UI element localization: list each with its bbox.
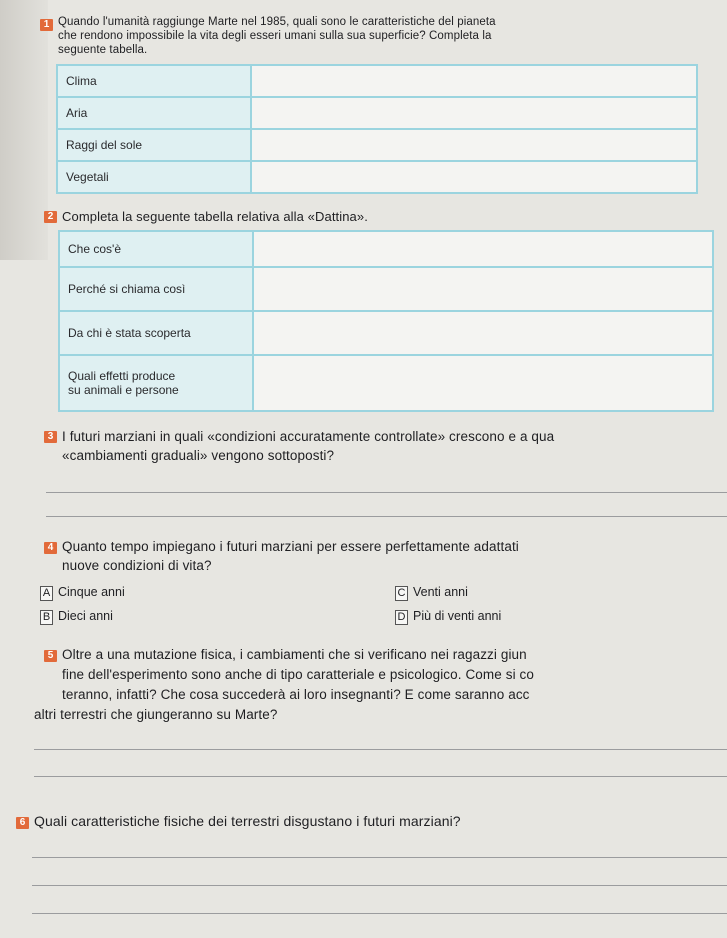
- table-row-label: [59, 355, 253, 411]
- question-2-number: 2: [44, 211, 57, 223]
- previous-page-shadow: [0, 0, 48, 260]
- option-a[interactable]: [40, 585, 125, 601]
- option-d[interactable]: [395, 609, 501, 625]
- row-label-line-1: Quali effetti produce: [68, 369, 176, 383]
- table-row-label: Da chi è stata scoperta: [59, 311, 253, 355]
- table-row-label: Perché si chiama così: [59, 267, 253, 311]
- question-2-text: Completa la seguente tabella relativa alla «Dattina».: [62, 209, 368, 224]
- option-text: Cinque anni: [58, 585, 125, 599]
- question-3-text: [62, 427, 727, 465]
- option-letter: C: [395, 586, 408, 601]
- question-6-number: 6: [16, 817, 29, 829]
- answer-cell[interactable]: [251, 161, 697, 193]
- table-row-label: Che cos'è: [59, 231, 253, 267]
- question-1-table: [56, 64, 698, 194]
- answer-line[interactable]: [34, 776, 727, 777]
- question-5-number: 5: [44, 650, 57, 662]
- question-5-line-4: altri terrestri che giungeranno su Marte?: [34, 707, 278, 722]
- answer-cell[interactable]: [253, 231, 713, 267]
- table-row-label: Vegetali: [57, 161, 251, 193]
- answer-cell[interactable]: [251, 97, 697, 129]
- answer-line[interactable]: [46, 492, 727, 493]
- option-text: Dieci anni: [58, 609, 113, 623]
- answer-line[interactable]: [32, 885, 727, 886]
- question-3-line-1: I futuri marziani in quali «condizioni accuratamente controllate» crescono e a qua: [62, 429, 555, 444]
- answer-line[interactable]: [34, 749, 727, 750]
- answer-cell[interactable]: [253, 267, 713, 311]
- option-letter: A: [40, 586, 53, 601]
- question-3-line-2: «cambiamenti graduali» vengono sottoposti?: [62, 448, 335, 463]
- question-5-line-2: fine dell'esperimento sono anche di tipo caratteriale e psicologico. Come si co: [62, 667, 534, 682]
- answer-cell[interactable]: [251, 65, 697, 97]
- question-1-line-3: seguente tabella.: [58, 44, 148, 56]
- option-b[interactable]: [40, 609, 113, 625]
- question-3-number: 3: [44, 431, 57, 443]
- answer-cell[interactable]: [253, 355, 713, 411]
- question-1-line-1: Quando l'umanità raggiunge Marte nel 1985, quali sono le caratteristiche del pianeta: [58, 16, 496, 28]
- question-2-table: [58, 230, 714, 412]
- question-5-text: [62, 645, 727, 705]
- table-row-label: Clima: [57, 65, 251, 97]
- question-5-line-3: teranno, infatti? Che cosa succederà ai loro insegnanti? E come saranno acc: [62, 687, 530, 702]
- question-5-line-1: Oltre a una mutazione fisica, i cambiamenti che si verificano nei ragazzi giun: [62, 647, 527, 662]
- answer-cell[interactable]: [253, 311, 713, 355]
- row-label-line-2: su animali e persone: [68, 383, 179, 397]
- option-c[interactable]: [395, 585, 468, 601]
- question-4-line-2: nuove condizioni di vita?: [62, 558, 212, 573]
- question-1-line-2: che rendono impossibile la vita degli esseri umani sulla sua superficie? Completa la: [58, 30, 492, 42]
- question-4-number: 4: [44, 542, 57, 554]
- option-text: Più di venti anni: [413, 609, 502, 623]
- option-text: Venti anni: [413, 585, 468, 599]
- table-row-label: Raggi del sole: [57, 129, 251, 161]
- question-4-line-1: Quanto tempo impiegano i futuri marziani per essere perfettamente adattati: [62, 539, 519, 554]
- answer-line[interactable]: [32, 913, 727, 914]
- question-6-text: Quali caratteristiche fisiche dei terrestri disgustano i futuri marziani?: [34, 813, 461, 829]
- answer-line[interactable]: [32, 857, 727, 858]
- question-4-text: [62, 537, 727, 575]
- question-1-text: [58, 15, 723, 57]
- option-letter: D: [395, 610, 408, 625]
- table-row-label: Aria: [57, 97, 251, 129]
- answer-line[interactable]: [46, 516, 727, 517]
- option-letter: B: [40, 610, 53, 625]
- answer-cell[interactable]: [251, 129, 697, 161]
- question-1-number: 1: [40, 19, 53, 31]
